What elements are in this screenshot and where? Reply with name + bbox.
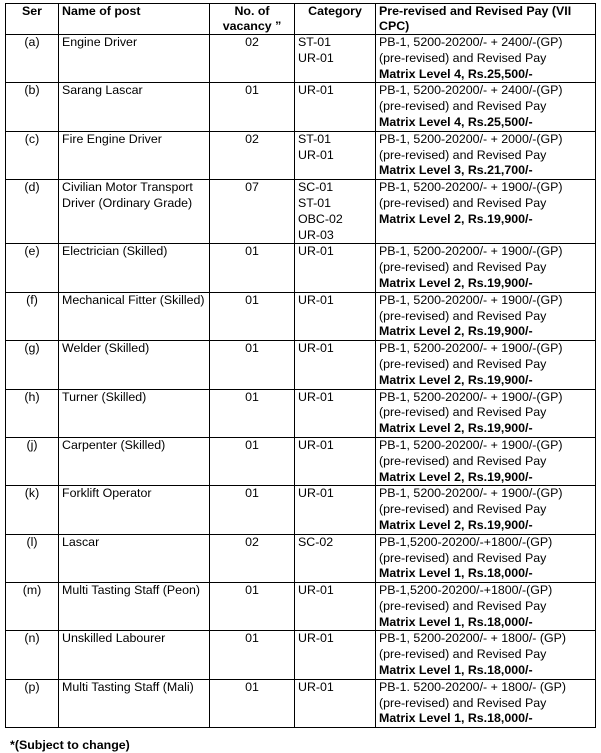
category-entry: UR-01 bbox=[298, 437, 334, 452]
pay-scale-line: PB-1, 5200-20200/- + 1900/-(GP) bbox=[379, 486, 563, 501]
pay-revised-line: (pre-revised) and Revised Pay bbox=[379, 308, 547, 323]
pay-matrix-level: Matrix Level 3, Rs.21,700/- bbox=[379, 163, 533, 178]
table-row bbox=[6, 35, 596, 83]
cell-vacancy: 01 bbox=[210, 486, 295, 534]
cell-category bbox=[295, 244, 376, 292]
table-row bbox=[6, 389, 596, 437]
pay-revised-line: (pre-revised) and Revised Pay bbox=[379, 147, 547, 162]
pay-scale-line: PB-1,5200-20200/-+1800/-(GP) bbox=[379, 534, 553, 549]
table-row bbox=[6, 631, 596, 679]
cell-vacancy: 01 bbox=[210, 437, 295, 485]
table-row bbox=[6, 83, 596, 131]
pay-matrix-level: Matrix Level 1, Rs.18,000/- bbox=[379, 711, 533, 726]
cell-pay bbox=[376, 583, 596, 631]
category-entry: UR-01 bbox=[298, 486, 334, 501]
pay-revised-line: (pre-revised) and Revised Pay bbox=[379, 405, 547, 420]
table-row bbox=[6, 292, 596, 340]
category-entry: UR-01 bbox=[298, 83, 334, 98]
cell-category bbox=[295, 534, 376, 582]
cell-pay bbox=[376, 244, 596, 292]
cell-pay bbox=[376, 35, 596, 83]
category-entry: UR-01 bbox=[298, 631, 334, 646]
cell-pay bbox=[376, 389, 596, 437]
cell-category bbox=[295, 631, 376, 679]
cell-name-of-post: Mechanical Fitter (Skilled) bbox=[59, 292, 210, 340]
header-pay: Pre-revised and Revised Pay (VII CPC) bbox=[376, 4, 596, 35]
cell-ser: (g) bbox=[6, 341, 59, 389]
pay-matrix-level: Matrix Level 2, Rs.19,900/- bbox=[379, 372, 533, 387]
pay-revised-line: (pre-revised) and Revised Pay bbox=[379, 99, 547, 114]
category-entry: UR-01 bbox=[298, 341, 334, 356]
cell-name-of-post: Fire Engine Driver bbox=[59, 131, 210, 179]
header-ser: Ser bbox=[6, 4, 59, 35]
cell-ser: (f) bbox=[6, 292, 59, 340]
pay-scale-line: PB-1, 5200-20200/- + 2400/-(GP) bbox=[379, 35, 563, 49]
pay-revised-line: (pre-revised) and Revised Pay bbox=[379, 695, 547, 710]
cell-pay bbox=[376, 131, 596, 179]
cell-category bbox=[295, 131, 376, 179]
category-entry: ST-01 bbox=[298, 131, 332, 146]
cell-ser: (j) bbox=[6, 437, 59, 485]
category-entry: SC-02 bbox=[298, 534, 334, 549]
cell-name-of-post: Engine Driver bbox=[59, 35, 210, 83]
pay-revised-line: (pre-revised) and Revised Pay bbox=[379, 453, 547, 468]
cell-pay bbox=[376, 437, 596, 485]
pay-revised-line: (pre-revised) and Revised Pay bbox=[379, 195, 547, 210]
category-entry: UR-01 bbox=[298, 50, 334, 65]
pay-scale-line: PB-1. 5200-20200/- + 1800/- (GP) bbox=[379, 679, 566, 694]
cell-category bbox=[295, 437, 376, 485]
table-row bbox=[6, 437, 596, 485]
cell-category bbox=[295, 389, 376, 437]
category-entry: UR-01 bbox=[298, 679, 334, 694]
cell-vacancy: 02 bbox=[210, 534, 295, 582]
pay-matrix-level: Matrix Level 4, Rs.25,500/- bbox=[379, 114, 533, 129]
pay-scale-line: PB-1, 5200-20200/- + 1900/-(GP) bbox=[379, 292, 563, 307]
cell-name-of-post: Electrician (Skilled) bbox=[59, 244, 210, 292]
cell-name-of-post: Sarang Lascar bbox=[59, 83, 210, 131]
table-header-row bbox=[6, 4, 596, 35]
pay-matrix-level: Matrix Level 2, Rs.19,900/- bbox=[379, 469, 533, 484]
cell-ser: (e) bbox=[6, 244, 59, 292]
cell-ser: (n) bbox=[6, 631, 59, 679]
cell-vacancy: 01 bbox=[210, 244, 295, 292]
table-body bbox=[6, 35, 596, 728]
cell-name-of-post: Turner (Skilled) bbox=[59, 389, 210, 437]
cell-ser: (c) bbox=[6, 131, 59, 179]
category-entry: UR-01 bbox=[298, 292, 334, 307]
cell-category bbox=[295, 180, 376, 244]
cell-pay bbox=[376, 341, 596, 389]
pay-matrix-level: Matrix Level 1, Rs.18,000/- bbox=[379, 614, 533, 629]
cell-pay bbox=[376, 83, 596, 131]
category-entry: UR-01 bbox=[298, 244, 334, 259]
pay-revised-line: (pre-revised) and Revised Pay bbox=[379, 502, 547, 517]
pay-revised-line: (pre-revised) and Revised Pay bbox=[379, 260, 547, 275]
cell-vacancy: 01 bbox=[210, 83, 295, 131]
category-entry: UR-01 bbox=[298, 147, 334, 162]
pay-scale-line: PB-1, 5200-20200/- + 1900/-(GP) bbox=[379, 389, 563, 404]
pay-matrix-level: Matrix Level 2, Rs.19,900/- bbox=[379, 211, 533, 226]
cell-pay bbox=[376, 631, 596, 679]
pay-matrix-level: Matrix Level 2, Rs.19,900/- bbox=[379, 421, 533, 436]
cell-ser: (k) bbox=[6, 486, 59, 534]
cell-vacancy: 02 bbox=[210, 131, 295, 179]
cell-name-of-post: Carpenter (Skilled) bbox=[59, 437, 210, 485]
cell-ser: (b) bbox=[6, 83, 59, 131]
table-row bbox=[6, 534, 596, 582]
pay-scale-line: PB-1, 5200-20200/- + 1900/-(GP) bbox=[379, 180, 563, 195]
pay-revised-line: (pre-revised) and Revised Pay bbox=[379, 550, 547, 565]
category-entry: UR-03 bbox=[298, 227, 334, 242]
cell-category bbox=[295, 292, 376, 340]
cell-pay bbox=[376, 180, 596, 244]
pay-scale-line: PB-1,5200-20200/-+1800/-(GP) bbox=[379, 583, 553, 598]
category-entry: ST-01 bbox=[298, 195, 332, 210]
header-category: Category bbox=[295, 4, 376, 35]
pay-revised-line: (pre-revised) and Revised Pay bbox=[379, 356, 547, 371]
cell-ser: (a) bbox=[6, 35, 59, 83]
cell-vacancy: 01 bbox=[210, 341, 295, 389]
cell-pay bbox=[376, 486, 596, 534]
header-name-of-post: Name of post bbox=[59, 4, 210, 35]
cell-vacancy: 01 bbox=[210, 389, 295, 437]
pay-scale-line: PB-1, 5200-20200/- + 2000/-(GP) bbox=[379, 131, 563, 146]
cell-category bbox=[295, 341, 376, 389]
category-entry: SC-01 bbox=[298, 180, 334, 195]
cell-ser: (h) bbox=[6, 389, 59, 437]
cell-vacancy: 01 bbox=[210, 679, 295, 727]
table-row bbox=[6, 341, 596, 389]
cell-vacancy: 02 bbox=[210, 35, 295, 83]
pay-scale-line: PB-1, 5200-20200/- + 1800/- (GP) bbox=[379, 631, 566, 646]
cell-ser: (m) bbox=[6, 583, 59, 631]
pay-revised-line: (pre-revised) and Revised Pay bbox=[379, 598, 547, 613]
category-entry: ST-01 bbox=[298, 35, 332, 49]
table-row bbox=[6, 131, 596, 179]
cell-category bbox=[295, 486, 376, 534]
vacancy-table bbox=[5, 3, 596, 728]
cell-ser: (p) bbox=[6, 679, 59, 727]
category-entry: UR-01 bbox=[298, 389, 334, 404]
pay-revised-line: (pre-revised) and Revised Pay bbox=[379, 50, 547, 65]
header-vacancy: No. of vacancy ” bbox=[210, 4, 295, 35]
pay-scale-line: PB-1, 5200-20200/- + 2400/-(GP) bbox=[379, 83, 563, 98]
pay-scale-line: PB-1, 5200-20200/- + 1900/-(GP) bbox=[379, 244, 563, 259]
table-row bbox=[6, 486, 596, 534]
cell-name-of-post: Welder (Skilled) bbox=[59, 341, 210, 389]
pay-matrix-level: Matrix Level 1, Rs.18,000/- bbox=[379, 663, 533, 678]
cell-pay bbox=[376, 679, 596, 727]
pay-scale-line: PB-1, 5200-20200/- + 1900/-(GP) bbox=[379, 437, 563, 452]
table-row bbox=[6, 244, 596, 292]
pay-matrix-level: Matrix Level 2, Rs.19,900/- bbox=[379, 517, 533, 532]
cell-name-of-post: Lascar bbox=[59, 534, 210, 582]
cell-category bbox=[295, 583, 376, 631]
pay-matrix-level: Matrix Level 2, Rs.19,900/- bbox=[379, 275, 533, 290]
cell-category bbox=[295, 35, 376, 83]
cell-pay bbox=[376, 292, 596, 340]
cell-category bbox=[295, 679, 376, 727]
cell-ser: (l) bbox=[6, 534, 59, 582]
cell-name-of-post: Unskilled Labourer bbox=[59, 631, 210, 679]
cell-name-of-post: Multi Tasting Staff (Peon) bbox=[59, 583, 210, 631]
table-row bbox=[6, 679, 596, 727]
cell-name-of-post: Multi Tasting Staff (Mali) bbox=[59, 679, 210, 727]
cell-name-of-post: Civilian Motor Transport Driver (Ordinary Grade) bbox=[59, 180, 210, 244]
cell-category bbox=[295, 83, 376, 131]
cell-name-of-post: Forklift Operator bbox=[59, 486, 210, 534]
pay-scale-line: PB-1, 5200-20200/- + 1900/-(GP) bbox=[379, 341, 563, 356]
table-row bbox=[6, 583, 596, 631]
category-entry: OBC-02 bbox=[298, 211, 343, 226]
pay-matrix-level: Matrix Level 4, Rs.25,500/- bbox=[379, 66, 533, 81]
footnote: *(Subject to change) bbox=[10, 738, 130, 752]
cell-vacancy: 01 bbox=[210, 292, 295, 340]
pay-matrix-level: Matrix Level 2, Rs.19,900/- bbox=[379, 324, 533, 339]
table-row bbox=[6, 180, 596, 244]
cell-vacancy: 01 bbox=[210, 631, 295, 679]
pay-matrix-level: Matrix Level 1, Rs.18,000/- bbox=[379, 566, 533, 581]
pay-revised-line: (pre-revised) and Revised Pay bbox=[379, 647, 547, 662]
cell-ser: (d) bbox=[6, 180, 59, 244]
cell-vacancy: 07 bbox=[210, 180, 295, 244]
cell-vacancy: 01 bbox=[210, 583, 295, 631]
cell-pay bbox=[376, 534, 596, 582]
category-entry: UR-01 bbox=[298, 583, 334, 598]
